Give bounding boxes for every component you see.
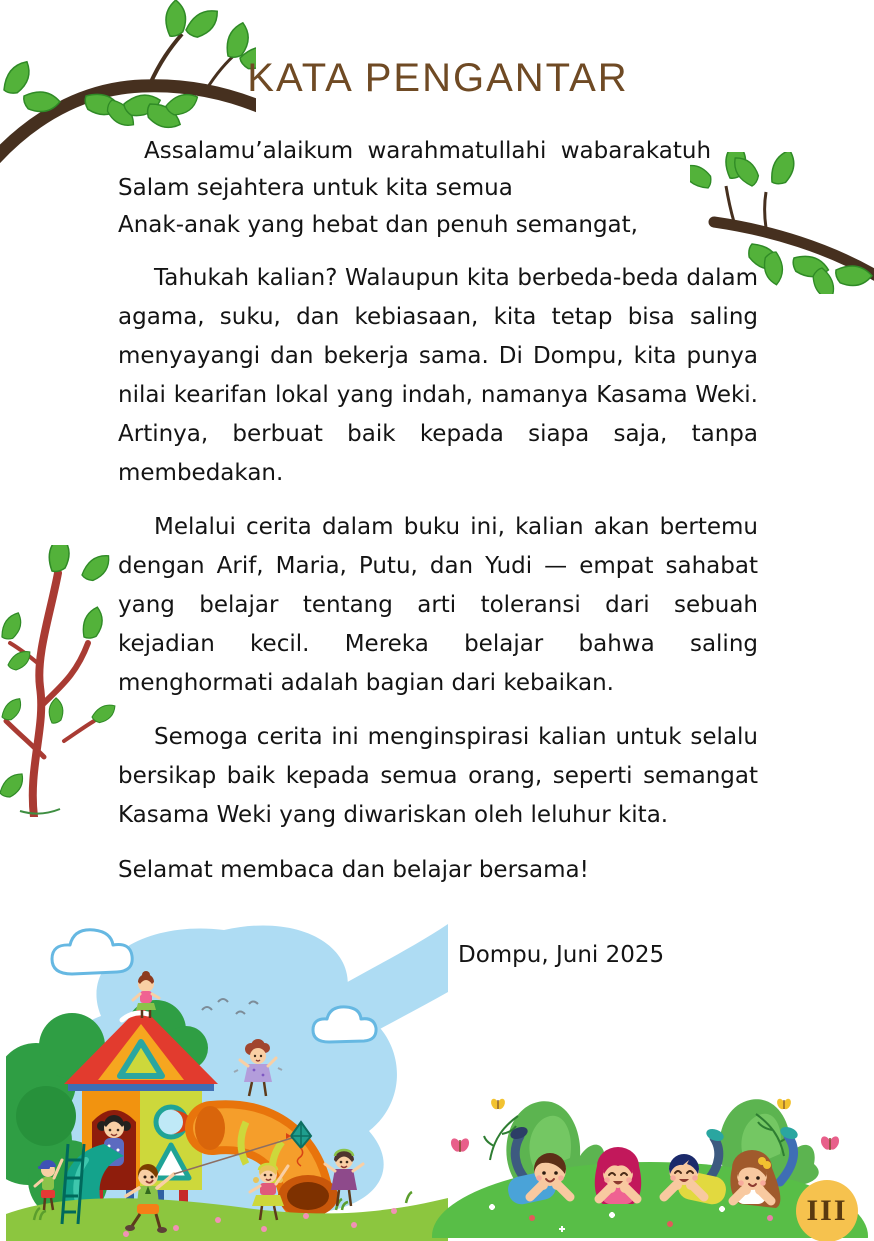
greeting-line: Salam sejahtera untuk kita semua [118, 175, 513, 201]
paragraph: Melalui cerita dalam buku ini, kalian akan bertemu dengan Arif, Maria, Putu, dan Yudi — empat sahabat yang belajar tentang arti toleransi dari sebuah kejadian kecil. Mereka belajar bahwa saling menghormati adalah bagian dari kebaikan. [118, 514, 758, 696]
page-number: III [806, 1194, 848, 1227]
page-content [118, 56, 758, 968]
red-twig-left-icon [0, 545, 122, 817]
dateline: Dompu, Juni 2025 [458, 942, 665, 968]
page-number-badge [796, 1180, 858, 1241]
greeting-line: Anak-anak yang hebat dan penuh semangat, [118, 212, 638, 238]
paragraph: Tahukah kalian? Walaupun kita berbeda-beda dalam agama, suku, dan kebiasaan, kita tetap bisa saling menyayangi dan bekerja sama. Di Dompu, kita punya nilai kearifan lokal yang indah, namanya Kasama Weki. Artinya, berbuat baik kepada siapa saja, tanpa membedakan. [118, 265, 758, 486]
greeting-line: Assalamu’alaikum warahmatullahi wabarakatuh [144, 138, 712, 164]
paragraph: Semoga cerita ini menginspirasi kalian untuk selalu bersikap baik kepada semua orang, seperti semangat Kasama Weki yang diwariskan oleh leluhur kita. [118, 724, 758, 828]
child-lying [595, 1147, 641, 1204]
closing-line: Selamat membaca dan belajar bersama! [118, 857, 589, 883]
page-title: KATA PENGANTAR [247, 56, 629, 100]
greeting-block [118, 133, 758, 244]
